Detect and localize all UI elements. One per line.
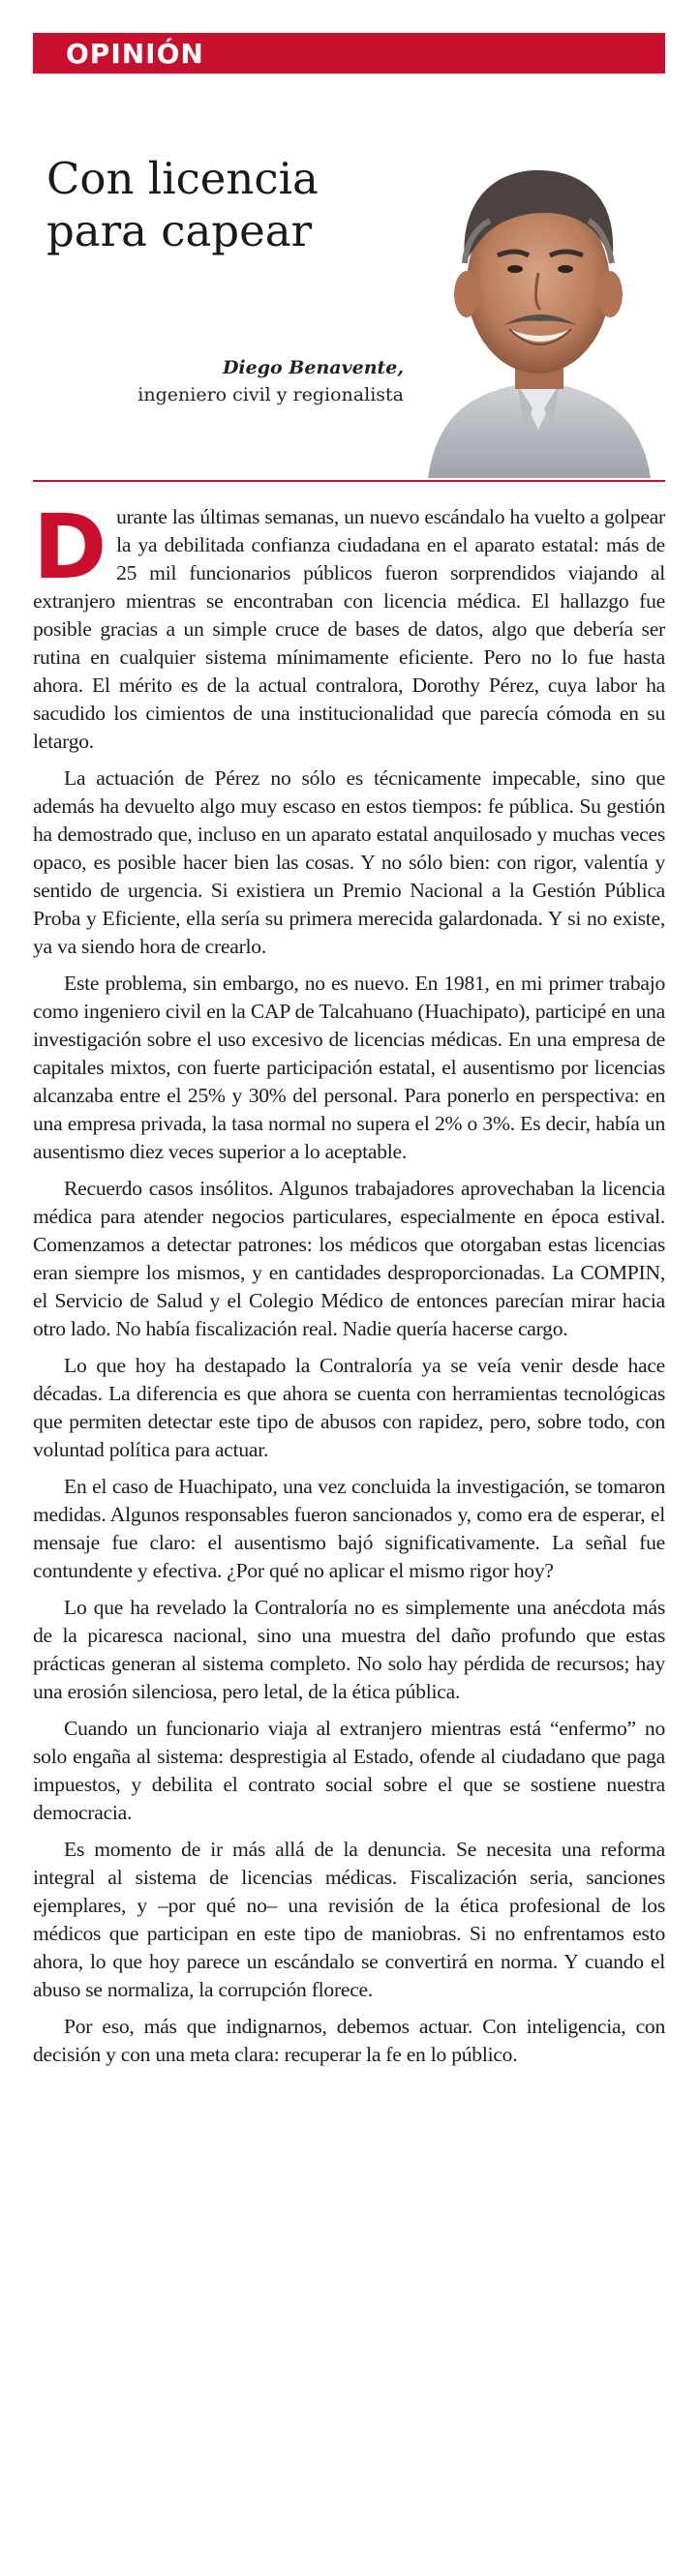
article-paragraph-8: Cuando un funcionario viaja al extranjero mientras está “enfermo” no solo engaña al sistema: desprestigia al Estado, ofende al ciudadano que paga impuestos, y debilita el contrato social sobre el que se sostiene nuestra democracia. [33,1717,665,1824]
paragraph-text: urante las últimas semanas, un nuevo escándalo ha vuelto a golpear la ya debilitada confianza ciudadana en el aparato estatal: más de 25 mil funcionarios públicos fueron sorprendidos viajando al extranjero mientras se encontraban con licencia médica. El hallazgo fue posible gracias a un simple cruce de bases de datos, algo que debería ser rutina en cualquier sistema mínimamente eficiente. Pero no lo fue hasta ahora. El mérito es de la actual contralora, Dorothy Pérez, cuya labor ha sacudido los cimientos de una institucionalidad que parecía cómoda en su letargo. [33,505,665,753]
article-paragraph-3: Este problema, sin embargo, no es nuevo. En 1981, en mi primer trabajo como ingeniero civil en la CAP de Talcahuano (Huachipato), participé en una investigación sobre el uso excesivo de licencias médicas. En una empresa de capitales mixtos, con fuerte participación estatal, el ausentismo por licencias alcanzaba entre el 25% y 30% del personal. Para ponerlo en perspectiva: en una empresa privada, la tasa normal no supera el 2% o 3%. Es decir, había un ausentismo diez veces superior a lo aceptable. [33,972,665,1163]
byline [137,354,404,408]
author-portrait [409,139,665,478]
article-paragraph-7: Lo que ha revelado la Contraloría no es simplemente una anécdota más de la picaresca nacional, sino una muestra del daño profundo que estas prácticas generan al sistema completo. No solo hay pérdida de recursos; hay una erosión silenciosa, pero letal, de la ética pública. [33,1596,665,1703]
article-paragraph-5: Lo que hoy ha destapado la Contraloría ya se veía venir desde hace décadas. La diferencia es que ahora se cuenta con herramientas tecnológicas que permiten detectar este tipo de abusos con rapidez, pero, sobre todo, con voluntad política para actuar. [33,1354,665,1461]
opinion-page [33,33,665,2549]
article-paragraph-4: Recuerdo casos insólitos. Algunos trabajadores aprovechaban la licencia médica para atender negocios particulares, especialmente en época estival. Comenzamos a detectar patrones: los médicos que otorgaban estas licencias eran siempre los mismos, y en cantidades desproporcionadas. La COMPIN, el Servicio de Salud y el Colegio Médico de entonces parecían mirar hacia otro lado. No había fiscalización real. Nadie quería hacerse cargo. [33,1177,665,1340]
article-title: Con licencia para capear [46,153,319,256]
article-header [33,74,665,482]
article-body [33,482,665,2069]
drop-cap: D [33,495,107,599]
article-paragraph-6: En el caso de Huachipato, una vez concluida la investigación, se tomaron medidas. Algunos responsables fueron sancionados y, como era de esperar, el mensaje fue claro: el ausentismo bajó significativamente. La señal fue contundente y efectiva. ¿Por qué no aplicar el mismo rigor hoy? [33,1475,665,1582]
article-paragraph-1 [33,495,665,756]
article-paragraph-9: Es momento de ir más allá de la denuncia. Se necesita una reforma integral al sistema de licencias médicas. Fiscalización seria, sanciones ejemplares, y –por qué no– una revisión de la ética profesional de los médicos que participan en este tipo de maniobras. Si no enfrentamos esto ahora, lo que hoy parece un escándalo se convertirá en norma. Y cuando el abuso se normaliza, la corrupción florece. [33,1838,665,2001]
section-label: OPINIÓN [66,37,204,70]
article-paragraph-10: Por eso, más que indignarnos, debemos actuar. Con inteligencia, con decisión y con una meta clara: recuperar la fe en lo público. [33,2015,665,2066]
article-paragraph-2: La actuación de Pérez no sólo es técnicamente impecable, sino que además ha devuelto algo muy escaso en estos tiempos: fe pública. Su gestión ha demostrado que, incluso en un aparato estatal anquilosado y muchas veces opaco, es posible hacer bien las cosas. Y no sólo bien: con rigor, valentía y sentido de urgencia. Si existiera un Premio Nacional a la Gestión Pública Proba y Eficiente, ella sería su primera merecida galardonada. Y si no existe, ya va siendo hora de crearlo. [33,766,665,958]
section-header-bar [33,33,665,74]
author-role: ingeniero civil y regionalista [137,384,404,405]
author-name: Diego Benavente, [222,357,404,378]
